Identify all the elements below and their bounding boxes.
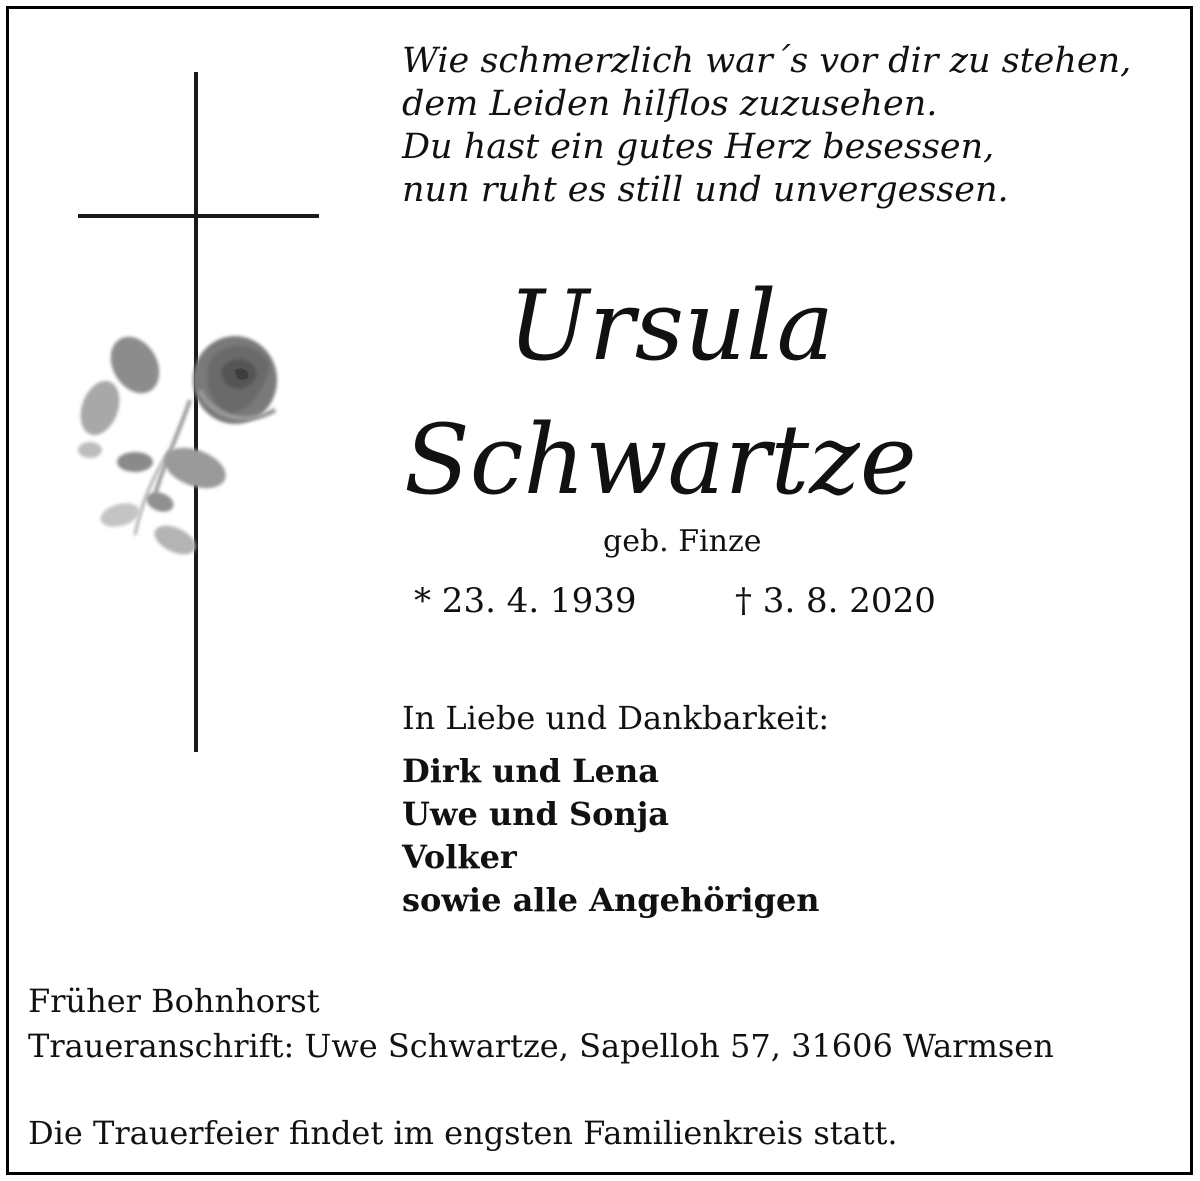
cross-icon-bar xyxy=(78,214,319,218)
poem xyxy=(402,40,1131,212)
birth-name: geb. Finze xyxy=(603,524,762,559)
poem-line: Wie schmerzlich war´s vor dir zu stehen, xyxy=(402,41,1132,81)
deceased-last-name: Schwartze xyxy=(404,404,917,516)
former-residence: Früher Bohnhorst xyxy=(28,982,320,1020)
mourner-name: Volker xyxy=(402,838,517,876)
ceremony-note: Die Trauerfeier findet im engsten Familienkreis statt. xyxy=(28,1114,898,1152)
mourner-name: Uwe und Sonja xyxy=(402,795,670,833)
mourning-address: Traueranschrift: Uwe Schwartze, Sapelloh 57, 31606 Warmsen xyxy=(28,1027,1054,1065)
mourners-list xyxy=(402,750,820,922)
death-date: † 3. 8. 2020 xyxy=(735,581,936,621)
mourners-intro: In Liebe und Dankbarkeit: xyxy=(402,699,830,737)
poem-line: Du hast ein gutes Herz besessen, xyxy=(402,127,995,167)
deceased-first-name: Ursula xyxy=(508,270,834,382)
birth-date: * 23. 4. 1939 xyxy=(414,581,637,621)
poem-line: dem Leiden hilflos zuzusehen. xyxy=(402,84,938,124)
mourner-name: sowie alle Angehörigen xyxy=(402,881,820,919)
rose-icon xyxy=(60,320,300,570)
mourner-name: Dirk und Lena xyxy=(402,752,659,790)
poem-line: nun ruht es still und unvergessen. xyxy=(402,170,1009,210)
